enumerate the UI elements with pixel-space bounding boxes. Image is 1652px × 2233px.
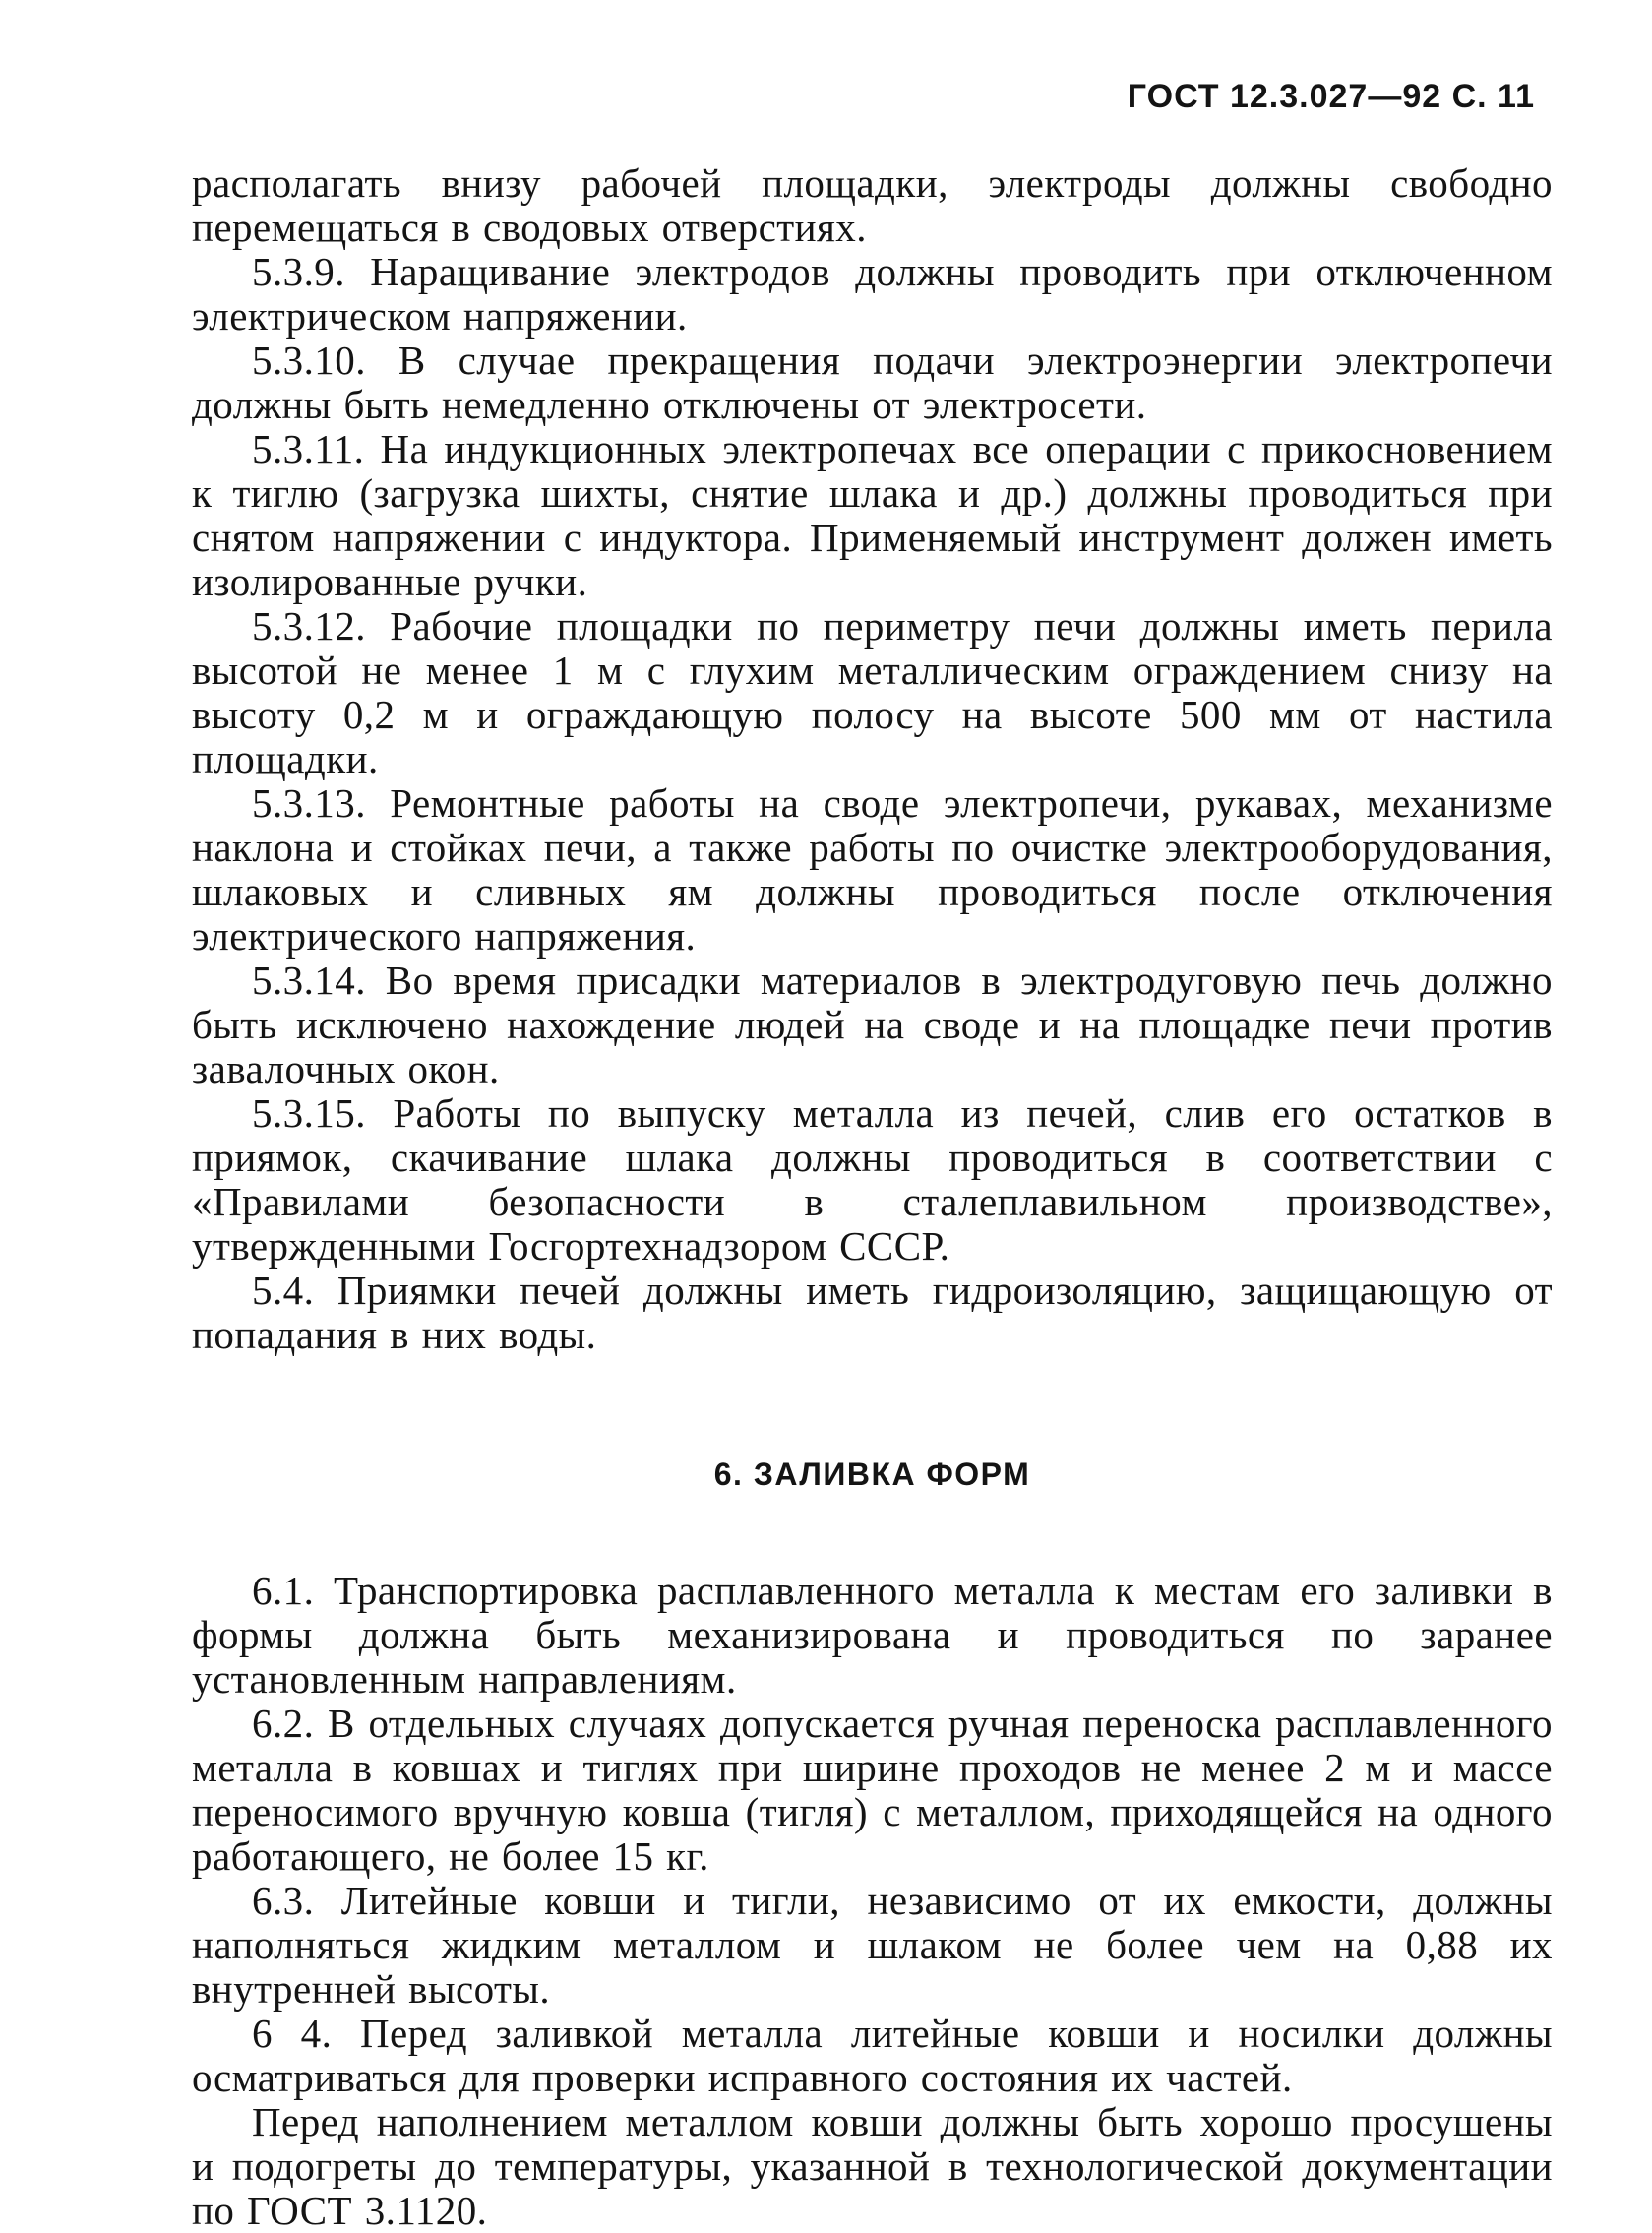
page-header: ГОСТ 12.3.027—92 С. 11 bbox=[1127, 78, 1535, 115]
paragraph-5-3-10: 5.3.10. В случае прекращения подачи электроэнергии электропечи должны быть немедленно отключены от электросети. bbox=[192, 338, 1553, 427]
paragraph-6-4-continuation: Перед наполнением металлом ковши должны быть хорошо просушены и подогреты до температуры, указанной в технологической документации по ГОСТ 3.1120. bbox=[192, 2099, 1553, 2233]
paragraph-5-3-13: 5.3.13. Ремонтные работы на своде электропечи, рукавах, механизме наклона и стойках печи, а также работы по очистке электрооборудования, шлаковых и сливных ям должны проводиться после отключения электрического напряжения. bbox=[192, 780, 1553, 959]
paragraph-6-2: 6.2. В отдельных случаях допускается ручная переноска расплавленного металла в ковшах и тиглях при ширине проходов не менее 2 м и массе переносимого вручную ковша (тигля) с металлом, приходящейся на одного работающего, не более 15 кг. bbox=[192, 1701, 1553, 1879]
paragraph-5-4: 5.4. Приямки печей должны иметь гидроизоляцию, защищающую от попадания в них воды. bbox=[192, 1268, 1553, 1357]
paragraph-5-3-15: 5.3.15. Работы по выпуску металла из печей, слив его остатков в приямок, скачивание шлака должны проводиться в соответствии с «Правилами безопасности в сталеплавильном производстве», утвержденными Госгортехнадзором СССР. bbox=[192, 1090, 1553, 1269]
paragraph-5-3-8-continuation: располагать внизу рабочей площадки, электроды должны свободно перемещаться в сводовых отверстиях. bbox=[192, 160, 1553, 250]
section-5-continuation bbox=[192, 161, 1553, 1357]
paragraph-5-3-9: 5.3.9. Наращивание электродов должны проводить при отключенном электрическом напряжении. bbox=[192, 249, 1553, 339]
paragraph-5-3-12: 5.3.12. Рабочие площадки по периметру печи должны иметь перила высотой не менее 1 м с глухим металлическим ограждением снизу на высоту 0,2 м и ограждающую полосу на высоте 500 мм от настила площадки. bbox=[192, 603, 1553, 781]
section-6-title: 6. ЗАЛИВКА ФОРМ bbox=[713, 1457, 1031, 1492]
paragraph-6-3: 6.3. Литейные ковши и тигли, независимо от их емкости, должны наполняться жидким металлом и шлаком не более чем на 0,88 их внутренней высоты. bbox=[192, 1878, 1553, 2012]
section-6-body bbox=[192, 1569, 1553, 2233]
paragraph-5-3-11: 5.3.11. На индукционных электропечах все операции с прикосновением к тиглю (загрузка шихты, снятие шлака и др.) должны проводиться при снятом напряжении с индуктора. Применяемый инструмент должен иметь изолированные ручки. bbox=[192, 426, 1553, 604]
paragraph-6-4: 6 4. Перед заливкой металла литейные ковши и носилки должны осматриваться для проверки исправного состояния их частей. bbox=[192, 2011, 1553, 2100]
paragraph-6-1: 6.1. Транспортировка расплавленного металла к местам его заливки в формы должна быть механизирована и проводиться по заранее установленным направлениям. bbox=[192, 1568, 1553, 1702]
paragraph-5-3-14: 5.3.14. Во время присадки материалов в электродуговую печь должно быть исключено нахождение людей на своде и на площадке печи против завалочных окон. bbox=[192, 958, 1553, 1091]
